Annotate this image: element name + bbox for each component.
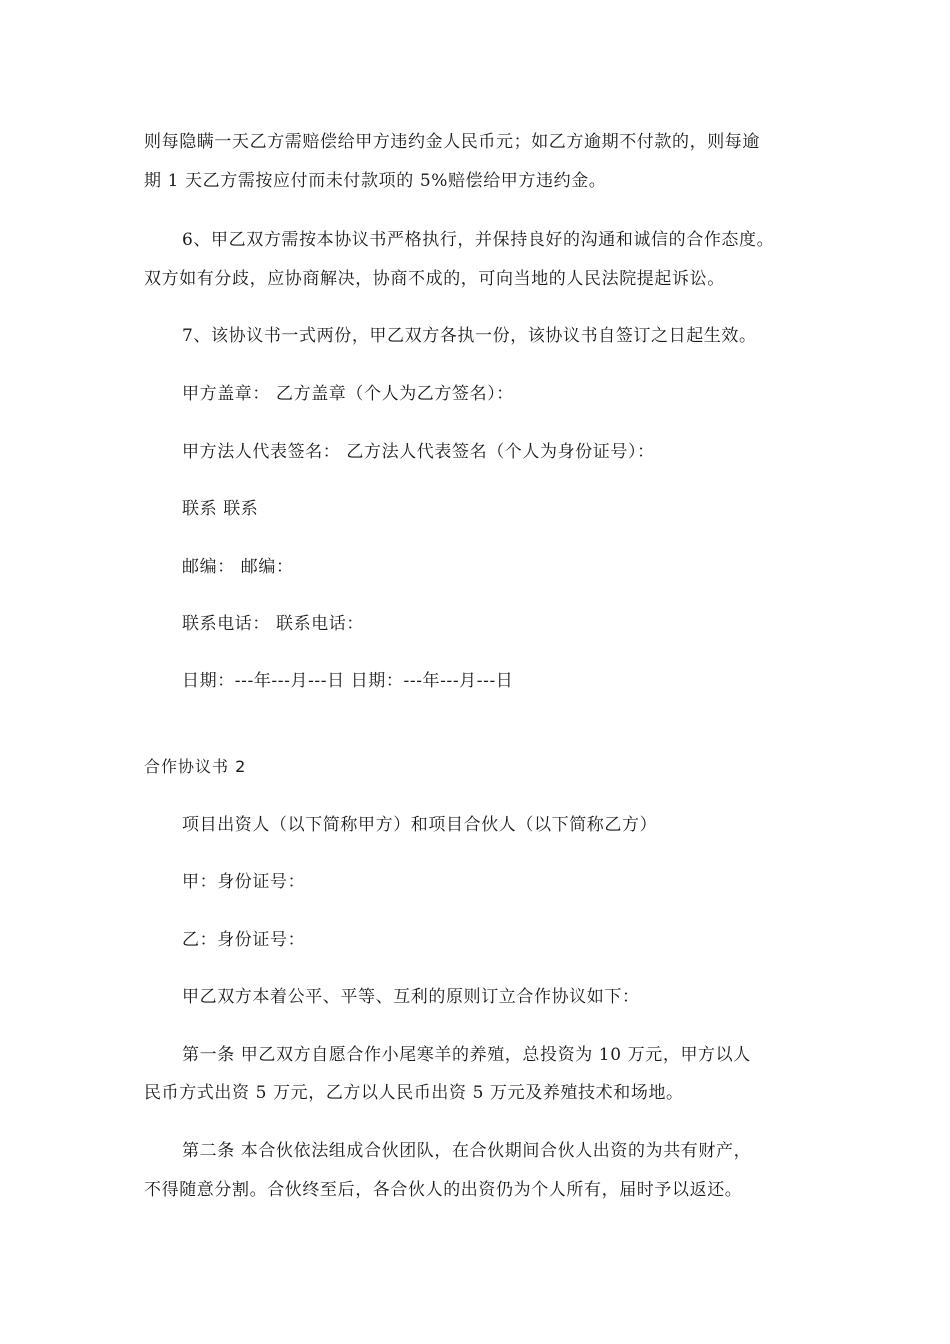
article-2-line-1: 第二条 本合伙依法组成合伙团队，在合伙期间合伙人出资的为共有财产， xyxy=(182,1141,752,1161)
clause-6-line-2: 双方如有分歧，应协商解决，协商不成的，可向当地的人民法院提起诉讼。 xyxy=(144,269,725,289)
legal-rep-signature-line: 甲方法人代表签名： 乙方法人代表签名（个人为身份证号）： xyxy=(182,442,655,462)
article-2-line-2: 不得随意分割。合伙终至后，各合伙人的出资仍为个人所有，届时予以返还。 xyxy=(144,1180,743,1200)
clause-6-line-1: 6、甲乙双方需按本协议书严格执行，并保持良好的沟通和诚信的合作态度。 xyxy=(182,230,775,250)
party-b-id-line: 乙：身份证号： xyxy=(182,930,306,950)
agreement-2-title: 合作协议书 2 xyxy=(144,757,247,776)
article-1-line-1: 第一条 甲乙双方自愿合作小尾寒羊的养殖，总投资为 10 万元，甲方以人 xyxy=(182,1045,751,1065)
postcode-line: 邮编： 邮编： xyxy=(182,557,294,577)
party-a-id-line: 甲：身份证号： xyxy=(182,872,306,892)
parties-intro: 项目出资人（以下简称甲方）和项目合伙人（以下简称乙方） xyxy=(182,815,658,835)
article-1-line-2: 民币方式出资 5 万元，乙方以人民币出资 5 万元及养殖技术和场地。 xyxy=(144,1083,684,1103)
principle-line: 甲乙双方本着公平、平等、互利的原则订立合作协议如下： xyxy=(182,987,640,1007)
penalty-paragraph-line-2: 期 1 天乙方需按应付而未付款项的 5%赔偿给甲方违约金。 xyxy=(144,171,607,191)
date-line: 日期：---年---月---日 日期：---年---月---日 xyxy=(182,671,514,691)
penalty-paragraph-line-1: 则每隐瞒一天乙方需赔偿给甲方违约金人民币元；如乙方逾期不付款的，则每逾 xyxy=(144,132,760,152)
contact-line: 联系 联系 xyxy=(182,499,259,519)
clause-7: 7、该协议书一式两份，甲乙双方各执一份，该协议书自签订之日起生效。 xyxy=(182,326,757,346)
phone-line: 联系电话： 联系电话： xyxy=(182,614,365,634)
seal-line: 甲方盖章： 乙方盖章（个人为乙方签名）： xyxy=(182,384,514,404)
